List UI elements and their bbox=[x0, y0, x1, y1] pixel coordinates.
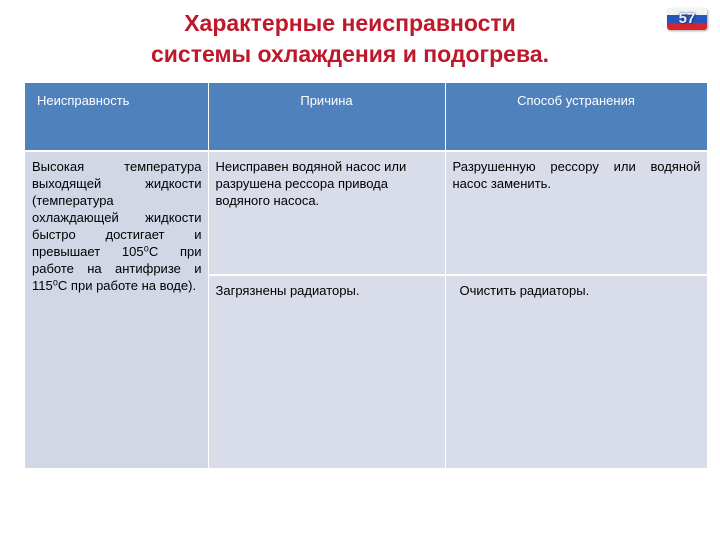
title-line-1: Характерные неисправности bbox=[184, 10, 516, 36]
title-line-2: системы охлаждения и подогрева. bbox=[151, 41, 549, 67]
header-cause: Причина bbox=[208, 83, 445, 151]
fault-cell: Высокая температура выходящей жидкости (температура охлаждающей жидкости быстро достигает и превышает 105⁰С при работе на антифризе и 115⁰С при работе на воде). bbox=[25, 151, 208, 468]
remedy-cell: Разрушенную рессору или водяной насос заменить. bbox=[445, 151, 707, 275]
cause-cell: Неисправен водяной насос или разрушена рессора привода водяного насоса. bbox=[208, 151, 445, 275]
faults-table bbox=[25, 83, 708, 468]
slide-number: 57 bbox=[678, 10, 696, 27]
table-header-row bbox=[25, 83, 707, 151]
slide-number-badge bbox=[667, 8, 707, 30]
slide-title bbox=[100, 8, 600, 70]
cause-cell: Загрязнены радиаторы. bbox=[208, 275, 445, 468]
table-row bbox=[25, 151, 707, 275]
header-remedy: Способ устранения bbox=[445, 83, 707, 151]
remedy-cell: Очистить радиаторы. bbox=[445, 275, 707, 468]
header-fault: Неисправность bbox=[25, 83, 208, 151]
